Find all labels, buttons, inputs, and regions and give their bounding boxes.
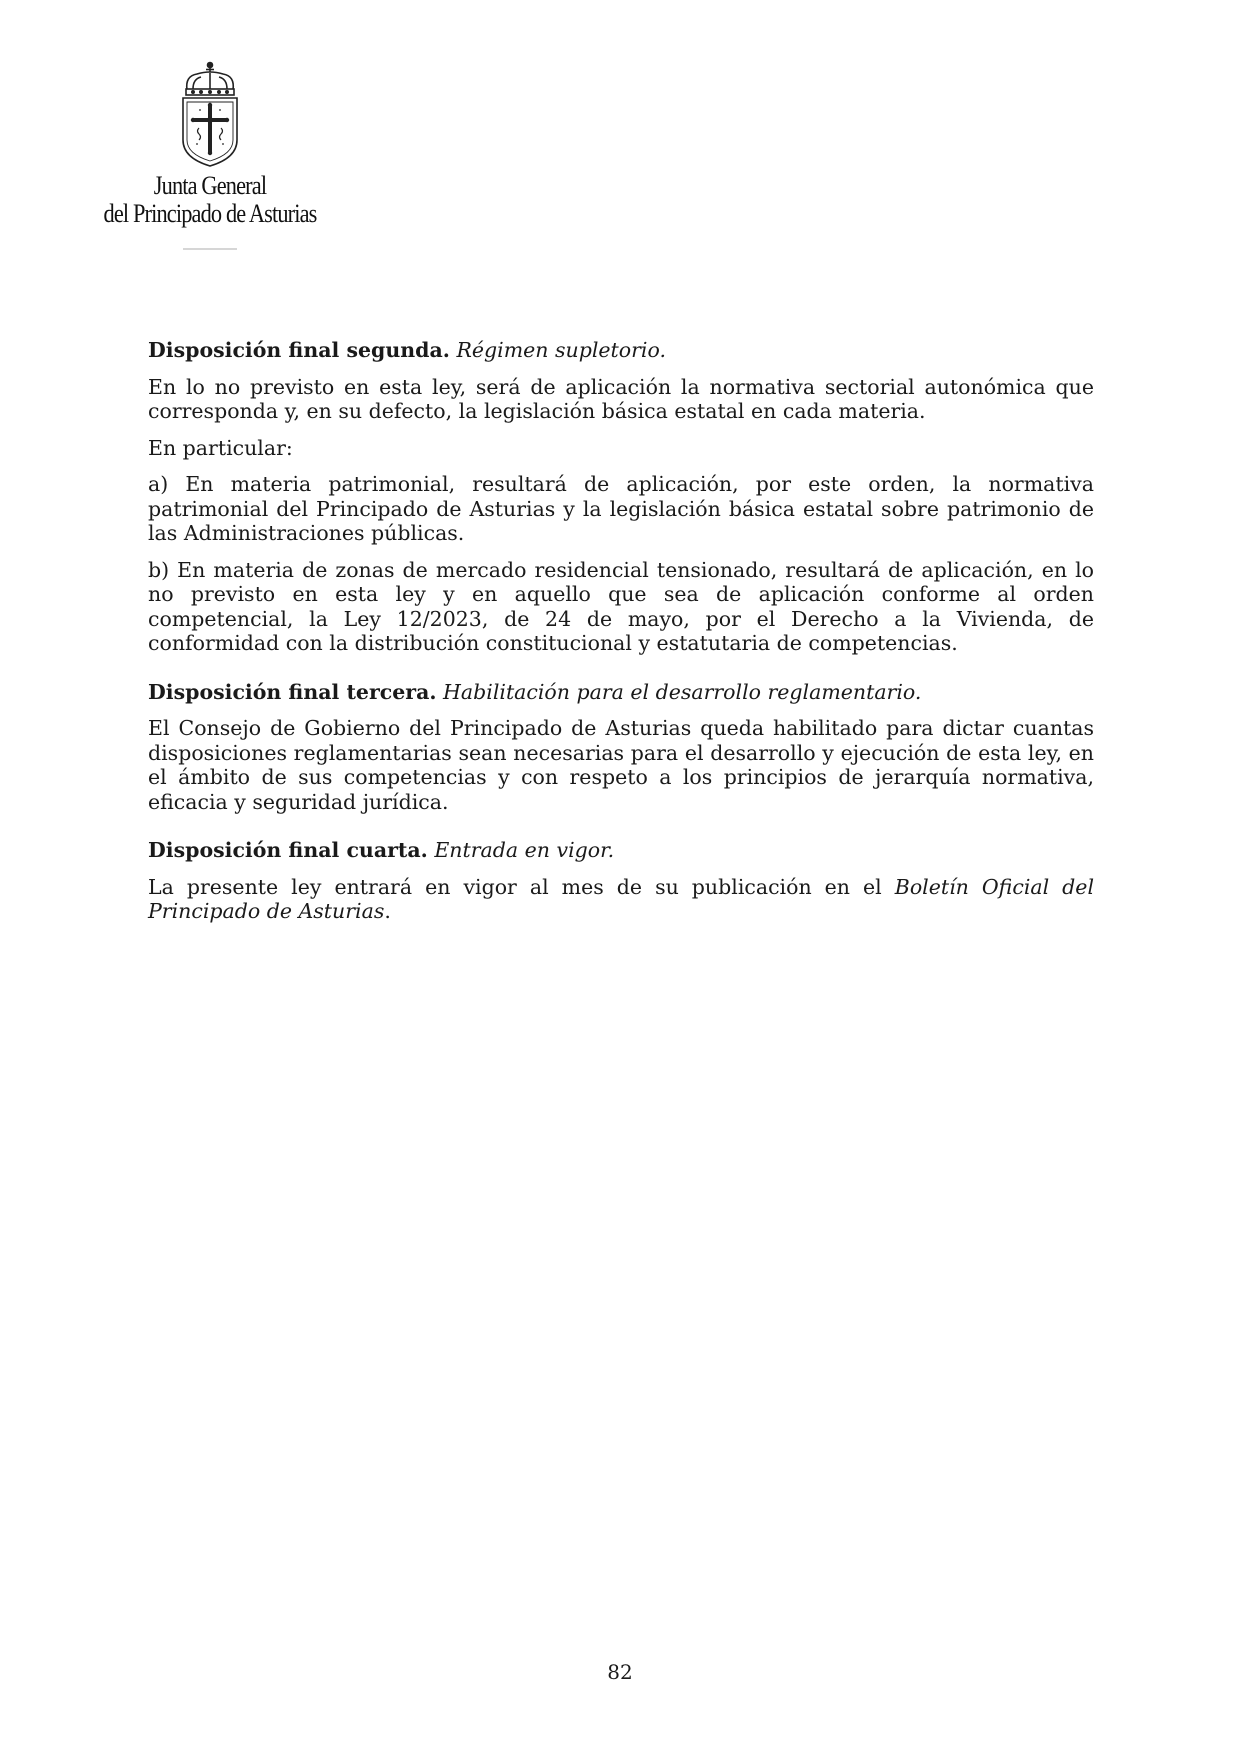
section-disposicion-final-cuarta — [148, 838, 1094, 924]
organization-name-line2: del Principado de Asturias — [103, 199, 317, 228]
section-heading-subject: Habilitación para el desarrollo reglamentario. — [443, 679, 922, 704]
paragraph — [148, 875, 1094, 924]
paragraph: El Consejo de Gobierno del Principado de Asturias queda habilitado para dictar cuantas disposiciones reglamentarias sean necesarias para el desarrollo y ejecución de esta ley, en el ámbito de sus competencias y con respeto a los principios de jerarquía normativa, eficacia y seguridad jurídica. — [148, 716, 1094, 814]
section-heading-subject: Entrada en vigor. — [434, 838, 615, 862]
paragraph-item-b: b) En materia de zonas de mercado residencial tensionado, resultará de aplicación, en lo no previsto en esta ley y en aquello que sea de aplicación conforme al orden competencial, la Ley 12/2023, de 24 de mayo, por el Derecho a la Vivienda, de conformidad con la distribución constitucional y estatutaria de competencias. — [148, 557, 1094, 655]
letterhead — [80, 60, 340, 250]
organization-name-line1: Junta General — [153, 171, 267, 200]
paragraph-text: La presente ley entrará en vigor al mes de su publicación en el — [148, 874, 895, 899]
section-heading — [148, 338, 1094, 363]
paragraph-text-end: . — [384, 899, 391, 923]
section-heading — [148, 838, 1094, 863]
header-divider — [183, 248, 237, 250]
page-number: 82 — [607, 1660, 633, 1684]
section-heading-subject: Régimen supletorio. — [456, 338, 666, 362]
section-heading-number: Disposición final segunda. — [148, 338, 450, 362]
section-heading-number: Disposición final tercera. — [148, 679, 437, 704]
section-heading — [148, 680, 1094, 705]
gazette-name: Boletín Oficial del Principado de Asturias — [148, 874, 1094, 923]
document-body — [148, 338, 1094, 936]
paragraph: En particular: — [148, 435, 293, 460]
section-disposicion-final-segunda — [148, 338, 1094, 656]
coat-of-arms-icon — [175, 60, 245, 170]
section-disposicion-final-tercera — [148, 680, 1094, 815]
section-heading-number: Disposición final cuarta. — [148, 838, 428, 862]
paragraph-item-a: a) En materia patrimonial, resultará de aplicación, por este orden, la normativa patrimonial del Principado de Asturias y la legislación básica estatal sobre patrimonio de las Administraciones públicas. — [148, 472, 1094, 545]
paragraph: En lo no previsto en esta ley, será de aplicación la normativa sectorial autonómica que corresponda y, en su defecto, la legislación básica estatal en cada materia. — [148, 374, 1094, 423]
